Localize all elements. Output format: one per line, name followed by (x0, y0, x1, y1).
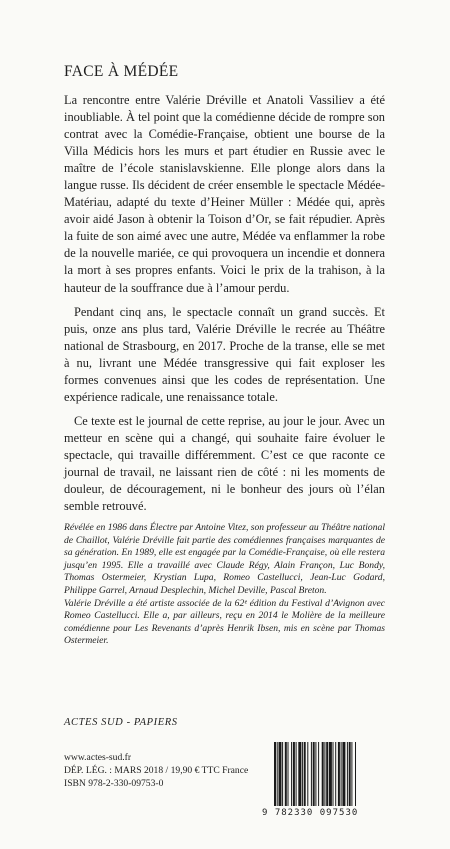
summary-paragraph-2: Pendant cinq ans, le spectacle connaît un grand succès. Et puis, onze ans plus tard, Valérie Dréville le recrée au Théâtre national de Strasbourg, en 2017. Proche de la transe, elle se met à nu, livrant une Médée transgressive qui fait exploser les formes convenues ainsi que les codes de représentation. Une expérience radicale, une renaissance totale. (64, 304, 385, 404)
summary-paragraph-1: La rencontre entre Valérie Dréville et Anatoli Vassiliev a été inoubliable. À tel point que la comédienne décide de rompre son contrat avec la Comédie-Française, obtient une bourse de la Villa Médicis hors les murs et part étudier en Russie avec le maître de l’école stanislavskienne. Elle plonge alors dans la langue russe. Ils décident de créer ensemble le spectacle Médée-Matériau, adapté du texte d’Heiner Müller : Médée qui, après avoir aidé Jason à obtenir la Toison d’Or, se fait répudier. Après la fuite de son aimé avec une autre, Médée va enflammer la robe de la nouvelle mariée, ce qui provoquera un incendie et donnera la mort à ses propres enfants. Voici le prix de la trahison, à la hauteur de la souffrance due à l’amour perdu. (64, 93, 385, 295)
bio-paragraph-1: Révélée en 1986 dans Électre par Antoine Vitez, son professeur au Théâtre national de Chaillot, Valérie Dréville fait partie des comédiennes françaises marquantes de sa génération. En 1989, elle est engagée par la Comédie-Française, où elle restera jusqu’en 1995. Elle a travaillé avec Claude Régy, Alain Françon, Luc Bondy, Thomas Ostermeier, Krystian Lupa, Romeo Castellucci, Jean-Luc Godard, Philippe Garrel, Arnaud Desplechin, Michel Deville, Pascal Breton. (64, 522, 385, 596)
barcode (262, 742, 386, 822)
isbn-text: ISBN 978-2-330-09753-0 (64, 778, 164, 790)
page-title: FACE À MÉDÉE (64, 63, 179, 80)
author-bio (64, 522, 385, 648)
bio-paragraph-2: Valérie Dréville a été artiste associée de la 62ᵉ édition du Festival d’Avignon avec Romeo Castellucci. Elle a, par ailleurs, reçu en 2014 le Molière de la meilleure comédienne pour Les Revenants d’après Henrik Ibsen, mis en scène par Thomas Ostermeier. (64, 597, 385, 647)
barcode-bars-icon (274, 742, 382, 806)
publisher-logo-text: ACTES SUD - PAPIERS (64, 717, 178, 728)
website-text: www.actes-sud.fr (64, 752, 132, 763)
imprint-block (64, 751, 248, 791)
barcode-digits: 9 782330 097530 (262, 808, 359, 818)
summary-paragraph-3: Ce texte est le journal de cette reprise, au jour le jour. Avec un metteur en scène qui a changé, qui souhaite faire évoluer le spectacle, qui travaille différemment. C’est ce que raconte ce journal de travail, ne laissant rien de côté : ni les moments de douleur, de découragement, ni le bonheur des jours où l’élan semble retrouvé. (64, 413, 385, 514)
summary-text (64, 92, 385, 522)
legal-deposit-text: DÉP. LÉG. : MARS 2018 / 19,90 € TTC France (64, 765, 249, 777)
